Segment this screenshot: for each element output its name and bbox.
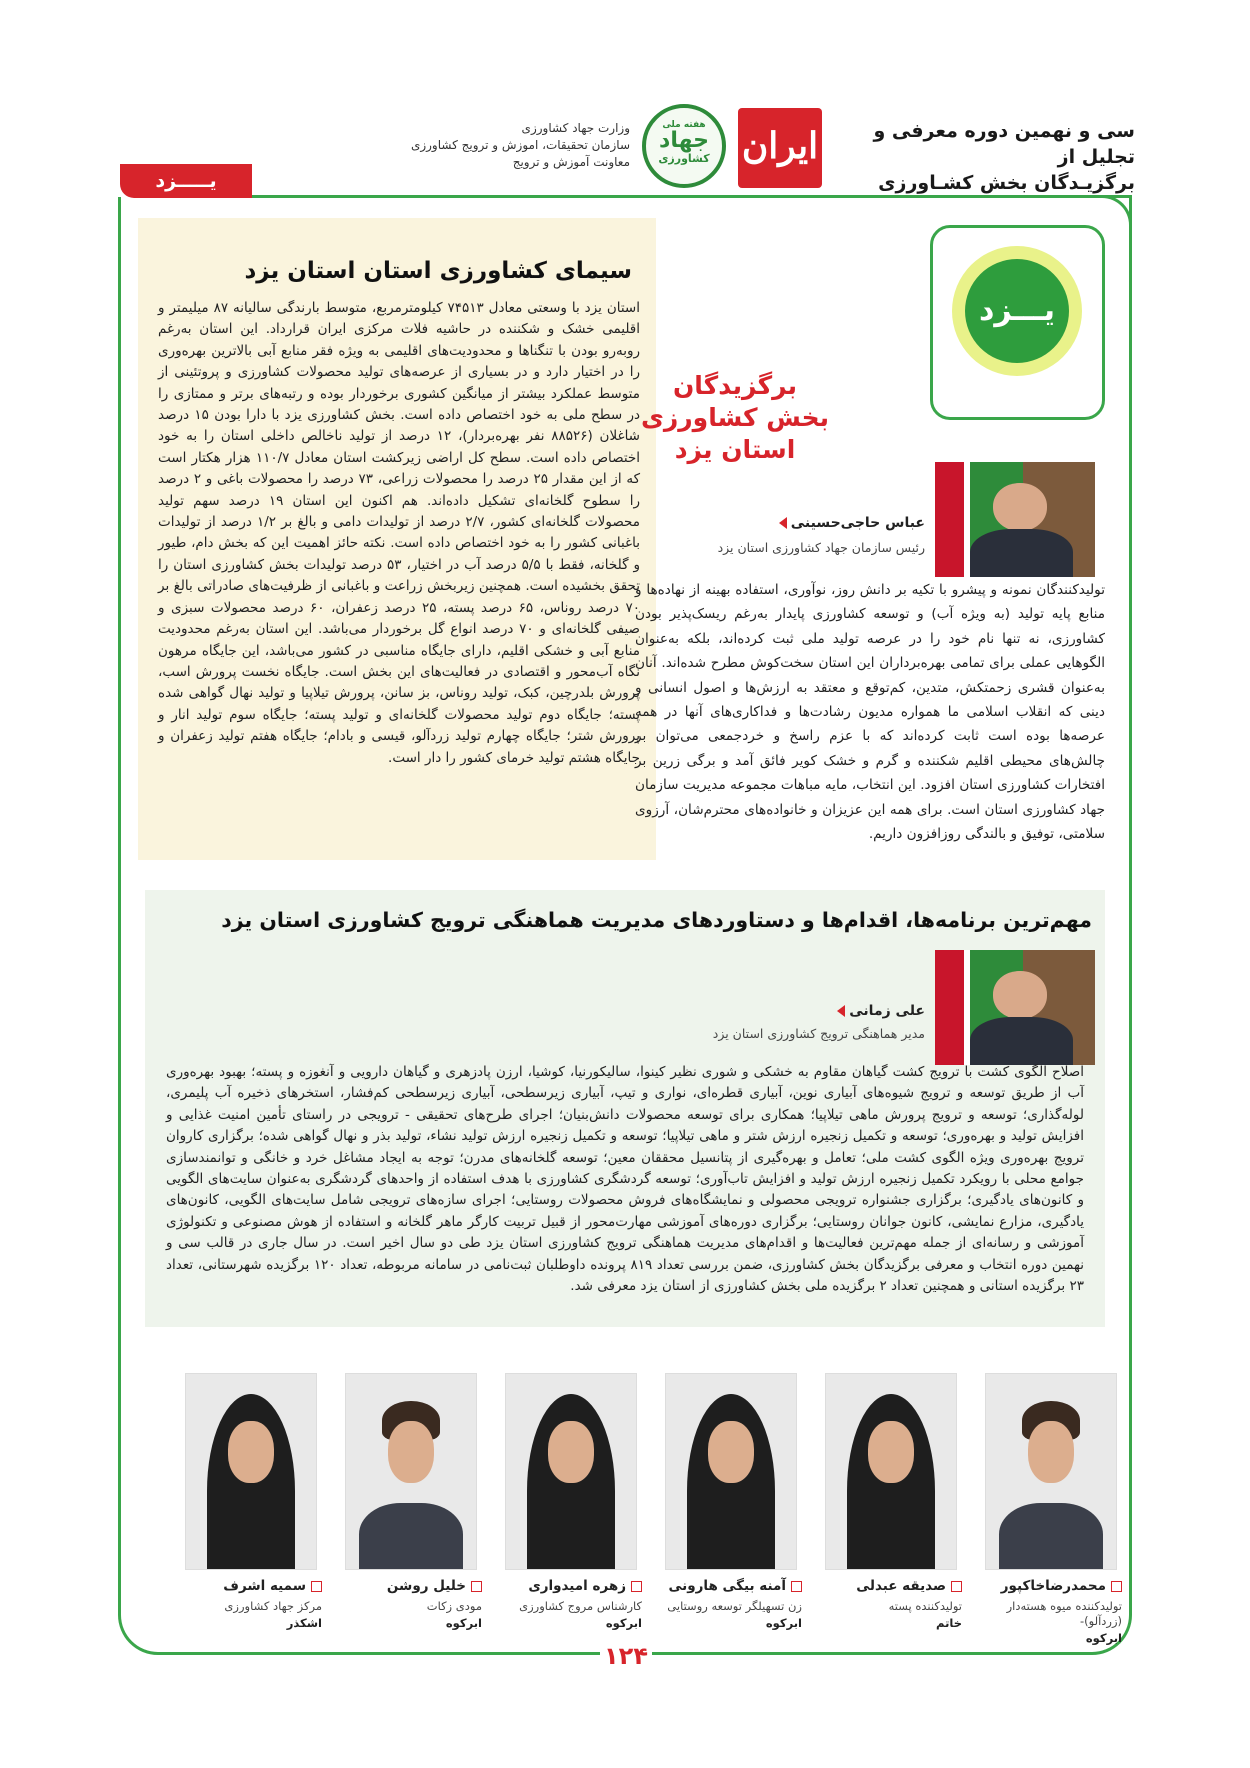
winner-city: ابرکوه	[445, 1616, 482, 1630]
body-shape	[999, 1503, 1103, 1570]
winner-card	[342, 1373, 482, 1630]
winner-card	[182, 1373, 322, 1630]
winner-name: زهره امیدواری	[502, 1578, 642, 1594]
intro-text: تولیدکنندگان نمونه و پیشرو با تکیه بر دانش روز، نوآوری، استفاده بهینه از نهاده‌ها و منابع پایه تولید (به ویژه آب) و توسعه کشاورزی پایدار به‌رغم ریسک‌پذیر بودن کشاورزی، نه تنها نام خود را در عرصه تولید ملی ثبت کرده‌اند، بلکه به‌عنوان الگوهایی عملی برای تمامی بهره‌برداران این استان سخت‌کوش مطرح شده‌اند. آنان به‌عنوان قشری زحمتکش، متدین، کم‌توقع و معتقد به ارزش‌ها و اصول انسانی و دینی که انقلاب اسلامی ما همواره مدیون رشادت‌ها و فداکاری‌های آنها در همه عرصه‌ها بوده است ثابت کرده‌اند که با عزم راسخ و خردجمعی می‌توان بر چالش‌های محیطی اقلیم شکننده و گرم و خشک کویر فائق آمد و برگی زرین بر افتخارات کشاورزی استان افزود. این انتخاب، مایه مباهات مجموعه مدیریت سازمان جهاد کشاورزی استان است. برای همه این عزیزان و خانواده‌های محترم‌شان، آرزوی سلامتی، توفیق و بالندگی روزافزون داریم.	[635, 582, 1105, 843]
winner-name: آمنه بیگی هارونی	[662, 1578, 802, 1594]
winner-photo	[505, 1373, 637, 1570]
face-shape	[228, 1421, 275, 1483]
winner-role: تولیدکننده پسته	[888, 1599, 962, 1613]
winner-photo	[185, 1373, 317, 1570]
winner-role: زن تسهیلگر توسعه روستایی	[667, 1599, 802, 1613]
ministry-line: وزارت جهاد کشاورزی	[521, 121, 630, 135]
header-title-line1: سی و نهمین دوره معرفی و تجلیل از	[873, 120, 1135, 168]
suit-shape	[970, 529, 1072, 577]
suit-shape	[970, 1017, 1072, 1065]
face-shape	[548, 1421, 595, 1483]
winner-photo	[985, 1373, 1117, 1570]
person1-photo	[935, 462, 1095, 577]
winner-role: مرکز جهاد کشاورزی	[224, 1599, 322, 1613]
winner-name: خلیل روشن	[342, 1578, 482, 1594]
person2-role: مدیر هماهنگی ترویج کشاورزی استان یزد	[712, 1026, 925, 1041]
winner-city: ابرکوه	[765, 1616, 802, 1630]
jahad-keshavarzi-logo: هفته ملی جهاد کشاورزی	[642, 104, 726, 188]
winner-card	[982, 1373, 1122, 1645]
person2-photo	[935, 950, 1095, 1065]
winner-name: محمدرضاخاکپور	[982, 1578, 1122, 1594]
winner-card	[822, 1373, 962, 1630]
face-shape	[868, 1421, 915, 1483]
winner-photo	[665, 1373, 797, 1570]
body-shape	[359, 1503, 463, 1570]
face-shape	[993, 483, 1047, 531]
iran-newspaper-logo: ایران	[738, 108, 822, 188]
ministry-line: سازمان تحقیقات، اموزش و ترویج کشاورزی	[410, 138, 630, 152]
province-tab: یـــــزد	[120, 164, 252, 198]
winner-card	[502, 1373, 642, 1630]
winner-city: ابرکوه	[1085, 1631, 1122, 1645]
person1-role: رئیس سازمان جهاد کشاورزی استان یزد	[717, 540, 925, 555]
ministry-line: معاونت آموزش و ترویج	[512, 155, 630, 169]
header-title-line2: برگزیـدگان بخش کشـاورزی	[878, 172, 1135, 194]
program-text: اصلاح الگوی کشت با ترویج کشت گیاهان مقاوم به خشکی و شوری نظیر کینوا، سالیکورنیا، کوشیا، ارزن پادزهری و گیاهان دارویی و آنغوزه و پسته؛ بهبود بهره‌وری آب از طریق توسعه و ترویج شیوه‌های آبیاری نوین، آبیاری قطره‌ای، نواری و تیپ، آبیاری زیرسطحی، آبیاری زیرسطحی کم‌فشار، استخرهای ذخیره آب پلیمری، لوله‌گذاری؛ توسعه و ترویج پرورش ماهی تیلاپیا؛ همکاری برای توسعه محصولات دانش‌بنیان؛ اجرای طرح‌های تحقیقی - ترویجی در راستای تأمین امنیت غذایی و افزایش تولید و بهره‌وری؛ توسعه و تکمیل زنجیره ارزش شتر و ماهی تیلاپیا؛ توسعه و تکمیل زنجیره ارزش تولید نشاء، تولید بذر و نهال گواهی شده؛ برگزاری کاروان ترویج بهره‌وری ویژه الگوی کشت ملی؛ تعامل و بهره‌گیری از پتانسیل محققان معین؛ توسعه گلخانه‌های مدرن؛ توجه به ایجاد مشاغل خرد و خانگی و توانمندسازی جوامع محلی با رویکرد تکمیل زنجیره ارزش تولید و افزایش تاب‌آوری؛ توسعه گردشگری کشاورزی با هدف استفاده از واحدهای گردشگری به‌عنوان سایت‌های الگویی و کانون‌های یادگیری؛ برگزاری جشنواره ترویجی محصولی و نمایشگاه‌های فروش محصولات روستایی؛ اجرای سازه‌های ترویجی شامل سایت‌های الگویی، کانون‌های یادگیری، مزارع نمایشی، کانون جوانان روستایی؛ برگزاری دوره‌های آموزشی مهارت‌محور از قبیل تربیت کارگر ماهر گلخانه و استفاده از هوش مصنوعی و تکنولوژی آموزشی و رسانه‌ای از جمله مهم‌ترین فعالیت‌ها و اقدام‌های مدیریت هماهنگی ترویج کشاورزی استان یزد طی دو سال اخیر است. در سال جاری در قالب سی و نهمین دوره انتخاب و معرفی برگزیدگان بخش کشاورزی، ضمن بررسی تعداد ۸۱۹ پرونده داوطلبان ثبت‌نامی در سامانه مربوطه، تعداد ۱۲۰ برگزیده شهرستانی، تعداد ۲۳ برگزیده استانی و همچنین تعداد ۲ برگزیده ملی بخش کشاورزی از استان یزد معرفی شد.	[166, 1064, 1084, 1295]
face-shape	[708, 1421, 755, 1483]
winner-city: خاتم	[936, 1616, 962, 1630]
winner-role: مودی زکات	[426, 1599, 482, 1613]
frame-top-line	[252, 195, 1132, 198]
winner-name: صدیقه عبدلی	[822, 1578, 962, 1594]
face-shape	[1028, 1421, 1075, 1483]
face-shape	[388, 1421, 435, 1483]
winner-city: اشکذر	[286, 1616, 322, 1630]
winner-photo	[345, 1373, 477, 1570]
profile-text: استان یزد با وسعتی معادل ۷۴۵۱۳ کیلومترمربع، متوسط بارندگی سالیانه ۸۷ میلیمتر و اقلیمی خشک و شکننده در حاشیه فلات مرکزی ایران قرارداد. این استان به‌رغم روبه‌رو بودن با تنگناها و محدودیت‌های اقلیمی به ویژه فقر منابع آبی بالاترین بهره‌وری را در اختیار دارد و در بسیاری از عرصه‌های تولید محصولات کشاورزی و پروتئینی از متوسط عملکرد بیشتر از میانگین کشوری برخوردار بوده و رتبه‌های برتر و ممتازی را در سطح ملی به خود اختصاص داده است. بخش کشاورزی یزد با دارا بودن ۱۵ درصد شاغلان (۸۸۵۲۶ نفر بهره‌بردار)، ۱۲ درصد از تولید ناخالص داخلی استان را به خود اختصاص داده است. سطح کل اراضی زیرکشت استان معادل ۱۱۰/۷ هزار هکتار است که از این مقدار ۲۵ درصد را محصولات زراعی، ۷۳ درصد را محصولات باغی و ۲ درصد را سطوح گلخانه‌ای تشکیل داده‌اند. هم اکنون این استان ۱۹ درصد سهم تولید محصولات گلخانه‌ای کشور، ۲/۷ درصد از تولیدات دامی و بالغ بر ۱/۲ درصد از تولیدات باغبانی کشور را به خود اختصاص داده است. نکته حائز اهمیت این که بخش دام، طیور و گلخانه، فقط با ۵/۵ درصد آب در اختیار، ۵۳ درصد تولیدات بخش کشاورزی استان را تحقق بخشیده است. همچنین زیربخش زراعت و باغبانی از ظرفیت‌های صادراتی بالغ بر ۷۰ درصد روناس، ۶۵ درصد پسته، ۲۵ درصد زعفران، ۶۰ درصد محصولات سبزی و صیفی گلخانه‌ای و ۷۰ درصد انواع گل برخوردار می‌باشد. این استان به‌رغم محدودیت منابع آبی و خشکی اقلیم، دارای جایگاه مناسبی در کشور می‌باشد، این جایگاه مرهون نگاه آب‌محور و اقتصادی در فعالیت‌های این بخش است. جایگاه نخست پرورش اسب، پرورش بلدرچین، کبک، تولید روناس، بز سانن، پرورش تیلاپیا و تولید نهال گواهی شده پسته؛ جایگاه دوم تولید محصولات گلخانه‌ای و تولید پسته؛ جایگاه سوم تولید انار و پرورش شتر؛ جایگاه چهارم تولید زردآلو، قیسی و بادام؛ جایگاه هفتم تولید زعفران و جایگاه هشتم تولید خرمای کشور را دار است.	[158, 300, 641, 766]
yazd-badge-label: یـــزد	[965, 259, 1069, 363]
person1-name: عباس حاجی‌حسینی	[675, 515, 925, 531]
winners-heading: برگزیدگان بخش کشاورزی استان یزد	[640, 371, 830, 464]
profile-title: سیمای کشاورزی استان استان یزد	[244, 258, 632, 284]
winner-role: تولیدکننده میوه هسته‌دار (زردآلو)-	[1006, 1599, 1122, 1628]
ministry-lines	[370, 120, 630, 171]
winner-photo	[825, 1373, 957, 1570]
face-shape	[993, 971, 1047, 1019]
winner-city: ابرکوه	[605, 1616, 642, 1630]
person2-name: علی زمانی	[625, 1003, 925, 1019]
winner-name: سمیه اشرف	[182, 1578, 322, 1594]
program-title: مهم‌ترین برنامه‌ها، اقدام‌ها و دستاوردهای مدیریت هماهنگی ترویج کشاورزی استان یزد	[221, 908, 1092, 932]
page-number: ۱۲۴	[600, 1638, 652, 1674]
winner-role: کارشناس مروج کشاورزی	[519, 1599, 642, 1613]
header-title	[835, 118, 1135, 196]
winner-card	[662, 1373, 802, 1630]
